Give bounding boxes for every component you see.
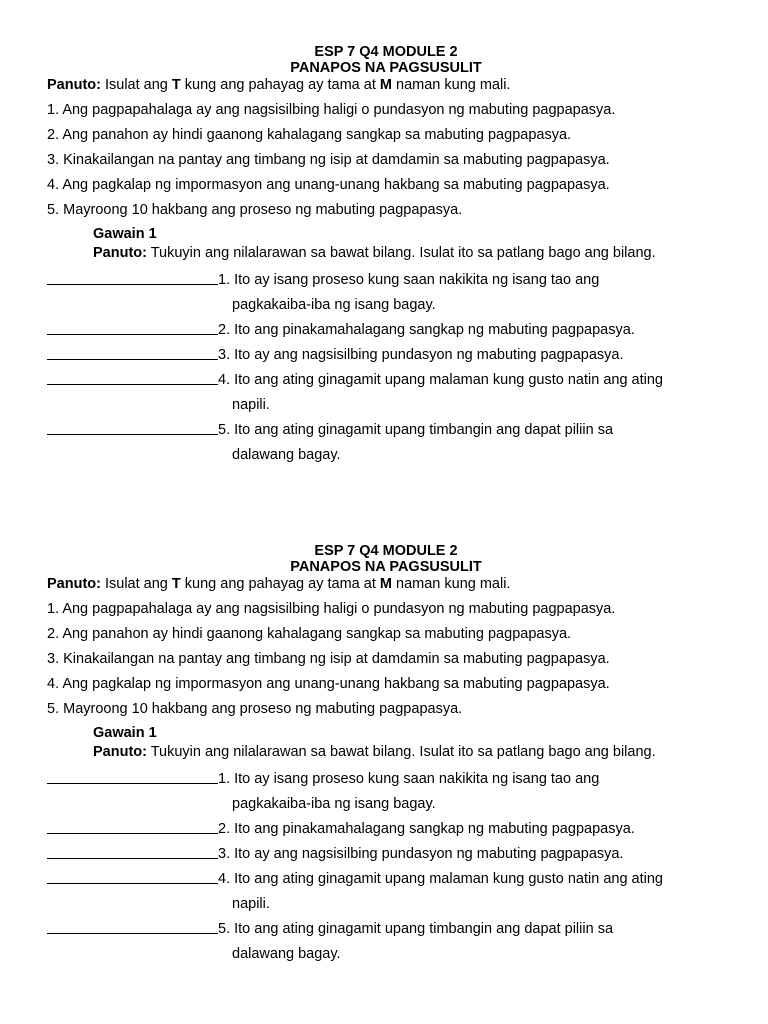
activity-item-continuation: pagkakaiba-iba ng isang bagay. [232, 297, 436, 313]
activity-directions-text: Tukuyin ang nilalarawan sa bawat bilang. Isulat ito sa patlang bago ang bilang. [146, 245, 656, 261]
statement-item: 3. Kinakailangan na pantay ang timbang ng isip at damdamin sa mabuting pagpapasya. [47, 152, 610, 168]
statement-item: 5. Mayroong 10 hakbang ang proseso ng mabuting pagpapasya. [47, 202, 463, 218]
true-letter: T [171, 576, 181, 592]
activity-item-text: 3. Ito ay ang nagsisilbing pundasyon ng mabuting pagpapasya. [218, 846, 624, 862]
activity-item [47, 842, 747, 867]
activity-list [47, 268, 747, 468]
statement-item: 2. Ang panahon ay hindi gaanong kahalagang sangkap sa mabuting pagpapasya. [47, 127, 572, 143]
statement-item: 4. Ang pagkalap ng impormasyon ang unang-unang hakbang sa mabuting pagpapasya. [47, 676, 610, 692]
activity-item-text: 2. Ito ang pinakamahalagang sangkap ng mabuting pagpapasya. [218, 322, 635, 338]
activity-title: Gawain 1 [93, 725, 157, 741]
answer-blank[interactable] [47, 418, 218, 435]
answer-blank[interactable] [47, 842, 218, 859]
activity-item [47, 418, 747, 443]
directions-text: kung ang pahayag ay tama at [180, 576, 380, 592]
directions-text: naman kung mali. [391, 576, 511, 592]
activity-item-text: 1. Ito ay isang proseso kung saan nakikita ng isang tao ang [218, 771, 600, 787]
activity-item-text: 3. Ito ay ang nagsisilbing pundasyon ng mabuting pagpapasya. [218, 347, 624, 363]
statement-item: 3. Kinakailangan na pantay ang timbang ng isip at damdamin sa mabuting pagpapasya. [47, 651, 610, 667]
activity-item-continuation: napili. [232, 397, 270, 413]
section-title-line2: PANAPOS NA PAGSUSULIT [290, 559, 482, 575]
answer-blank[interactable] [47, 343, 218, 360]
directions-text: Isulat ang [100, 576, 172, 592]
answer-blank[interactable] [47, 817, 218, 834]
activity-item-text: 2. Ito ang pinakamahalagang sangkap ng mabuting pagpapasya. [218, 821, 635, 837]
activity-header [47, 724, 747, 762]
false-letter: M [379, 576, 392, 592]
activity-item [47, 817, 747, 842]
answer-blank[interactable] [47, 867, 218, 884]
true-false-directions [47, 575, 747, 593]
activity-item [47, 268, 747, 293]
statement-list [47, 98, 747, 223]
statement-item: 5. Mayroong 10 hakbang ang proseso ng mabuting pagpapasya. [47, 701, 463, 717]
statement-item: 2. Ang panahon ay hindi gaanong kahalagang sangkap sa mabuting pagpapasya. [47, 626, 572, 642]
activity-item-continuation: dalawang bagay. [232, 946, 341, 962]
directions-text: kung ang pahayag ay tama at [180, 77, 380, 93]
statement-item: 1. Ang pagpapahalaga ay ang nagsisilbing haligi o pundasyon ng mabuting pagpapasya. [47, 102, 616, 118]
activity-directions-label: Panuto: [93, 744, 147, 760]
activity-directions-label: Panuto: [93, 245, 147, 261]
answer-blank[interactable] [47, 318, 218, 335]
true-false-directions [47, 76, 747, 94]
quiz-section-2 [47, 543, 747, 967]
activity-item-continuation: pagkakaiba-iba ng isang bagay. [232, 796, 436, 812]
false-letter: M [379, 77, 392, 93]
activity-item [47, 343, 747, 368]
section-title-line1: ESP 7 Q4 MODULE 2 [314, 44, 458, 60]
directions-label: Panuto: [47, 77, 101, 93]
directions-text: Isulat ang [100, 77, 172, 93]
activity-item-text: 5. Ito ang ating ginagamit upang timbangin ang dapat piliin sa [218, 422, 614, 438]
activity-directions [93, 244, 747, 263]
section-title-line1: ESP 7 Q4 MODULE 2 [314, 543, 458, 559]
directions-text: naman kung mali. [391, 77, 511, 93]
statement-list [47, 597, 747, 722]
statement-item: 1. Ang pagpapahalaga ay ang nagsisilbing haligi o pundasyon ng mabuting pagpapasya. [47, 601, 616, 617]
true-letter: T [171, 77, 181, 93]
activity-item-text: 4. Ito ang ating ginagamit upang malaman kung gusto natin ang ating [218, 372, 663, 388]
activity-item-text: 4. Ito ang ating ginagamit upang malaman kung gusto natin ang ating [218, 871, 663, 887]
quiz-section-1 [47, 44, 747, 468]
activity-item-continuation: napili. [232, 896, 270, 912]
answer-blank[interactable] [47, 767, 218, 784]
activity-header [47, 225, 747, 263]
directions-label: Panuto: [47, 576, 101, 592]
activity-item-text: 5. Ito ang ating ginagamit upang timbangin ang dapat piliin sa [218, 921, 614, 937]
answer-blank[interactable] [47, 268, 218, 285]
activity-directions-text: Tukuyin ang nilalarawan sa bawat bilang. Isulat ito sa patlang bago ang bilang. [146, 744, 656, 760]
answer-blank[interactable] [47, 368, 218, 385]
activity-list [47, 767, 747, 967]
activity-item [47, 767, 747, 792]
answer-blank[interactable] [47, 917, 218, 934]
section-title-line2: PANAPOS NA PAGSUSULIT [290, 60, 482, 76]
activity-directions [93, 743, 747, 762]
activity-item [47, 867, 747, 892]
statement-item: 4. Ang pagkalap ng impormasyon ang unang-unang hakbang sa mabuting pagpapasya. [47, 177, 610, 193]
activity-item-text: 1. Ito ay isang proseso kung saan nakikita ng isang tao ang [218, 272, 600, 288]
activity-item [47, 917, 747, 942]
activity-item-continuation: dalawang bagay. [232, 447, 341, 463]
activity-item [47, 318, 747, 343]
activity-title: Gawain 1 [93, 226, 157, 242]
activity-item [47, 368, 747, 393]
